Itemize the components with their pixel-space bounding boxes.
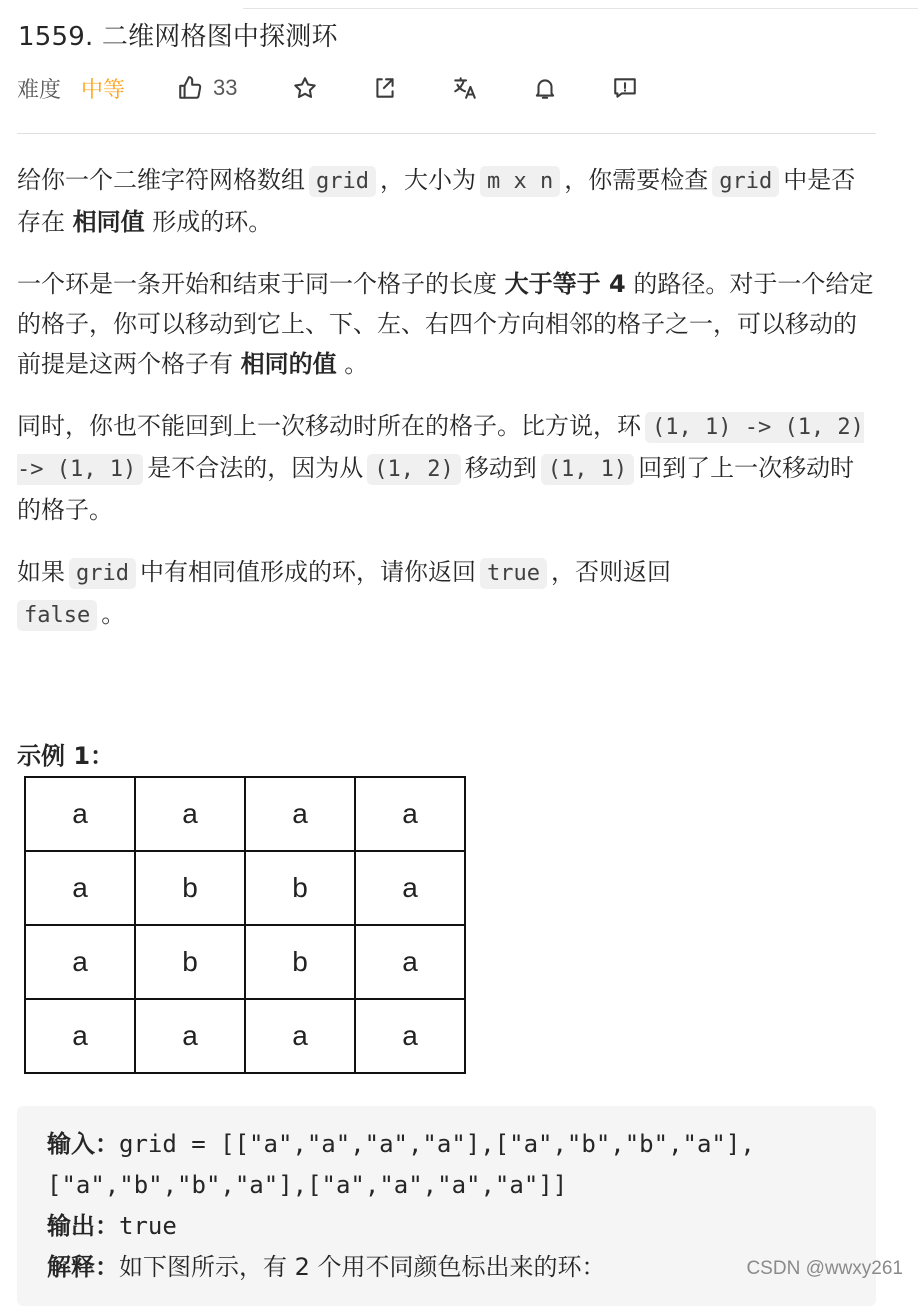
grid-cell: a [245,777,355,851]
favorite-button[interactable] [292,75,318,101]
translate-button[interactable] [452,75,478,101]
problem-meta-bar [17,70,638,106]
translate-icon [452,75,478,101]
grid-cell: b [245,851,355,925]
grid-row [25,851,465,925]
description-paragraph-1: 给你一个二维字符网格数组 grid ，大小为 m x n ，你需要检查 grid 中是否存在 相同值 形成的环。 [17,166,856,236]
grid-cell: a [245,999,355,1073]
inline-code: grid [712,166,779,197]
bold-text: 大于等于 4 [504,270,626,298]
grid-cell: a [355,925,465,999]
difficulty-badge: 中等 [81,77,126,103]
grid-cell: a [135,999,245,1073]
description-paragraph-3: 同时，你也不能回到上一次移动时所在的格子。比方说，环 (1, 1) -> (1, 2) -> (1, 1) 是不合法的，因为从 (1, 2) 移动到 (1, 1) 回到了上一次移动时的格子。 [17,412,864,524]
grid-cell: a [25,999,135,1073]
watermark: CSDN @wwxy261 [746,1258,903,1279]
grid-cell: a [355,777,465,851]
grid-row [25,925,465,999]
difficulty-label: 难度 [17,77,62,103]
example-title: 示例 1： [17,742,115,770]
explanation-label: 解释： [47,1253,119,1281]
grid-row [25,999,465,1073]
inline-code: grid [309,166,376,197]
share-icon [372,75,398,101]
example-grid-image [24,776,466,1074]
grid-row [25,777,465,851]
inline-code: false [17,600,97,631]
grid-cell: a [25,851,135,925]
output-label: 输出： [47,1212,119,1240]
input-value-line-2: ["a","b","b","a"],["a","a","a","a"]] [47,1171,568,1199]
bold-text: 相同的值 [240,350,337,378]
feedback-icon [612,75,638,101]
problem-title: 1559. 二维网格图中探测环 [18,22,338,52]
feedback-button[interactable] [612,75,638,101]
thumb-up-icon [177,75,203,101]
grid-cell: a [135,777,245,851]
inline-code: m x n [480,166,560,197]
grid-cell: a [25,777,135,851]
grid-cell: b [135,851,245,925]
bold-text: 相同值 [72,208,145,236]
grid-cell: a [25,925,135,999]
top-border [243,0,918,9]
grid-cell: a [355,851,465,925]
inline-code: (1, 1) [541,454,634,485]
problem-description [17,160,877,771]
header-divider [17,133,876,134]
inline-code: true [480,558,547,589]
input-value-line-1: grid = [["a","a","a","a"],["a","b","b","a"], [119,1130,755,1158]
like-count: 33 [213,75,238,100]
share-button[interactable] [372,75,398,101]
inline-code: grid [69,558,136,589]
star-icon [292,75,318,101]
description-paragraph-2: 一个环是一条开始和结束于同一个格子的长度 大于等于 4 的路径。对于一个给定的格子，你可以移动到它上、下、左、右四个方向相邻的格子之一，可以移动的前提是这两个格子有 相同的值 。 [17,270,874,378]
inline-code: (1, 2) [367,454,460,485]
grid-cell: b [135,925,245,999]
like-button[interactable] [177,75,237,101]
bell-icon [532,75,558,101]
input-label: 输入： [47,1130,119,1158]
explanation-text: 如下图所示，有 2 个用不同颜色标出来的环： [119,1253,606,1281]
output-value: true [119,1212,177,1240]
grid-cell: b [245,925,355,999]
description-paragraph-4: 如果 grid 中有相同值形成的环，请你返回 true ，否则返回 false 。 [17,552,877,636]
subscribe-button[interactable] [532,75,558,101]
inline-code: (1, 1) -> (1, 2) -> (1, 1) [17,412,864,485]
grid-cell: a [355,999,465,1073]
